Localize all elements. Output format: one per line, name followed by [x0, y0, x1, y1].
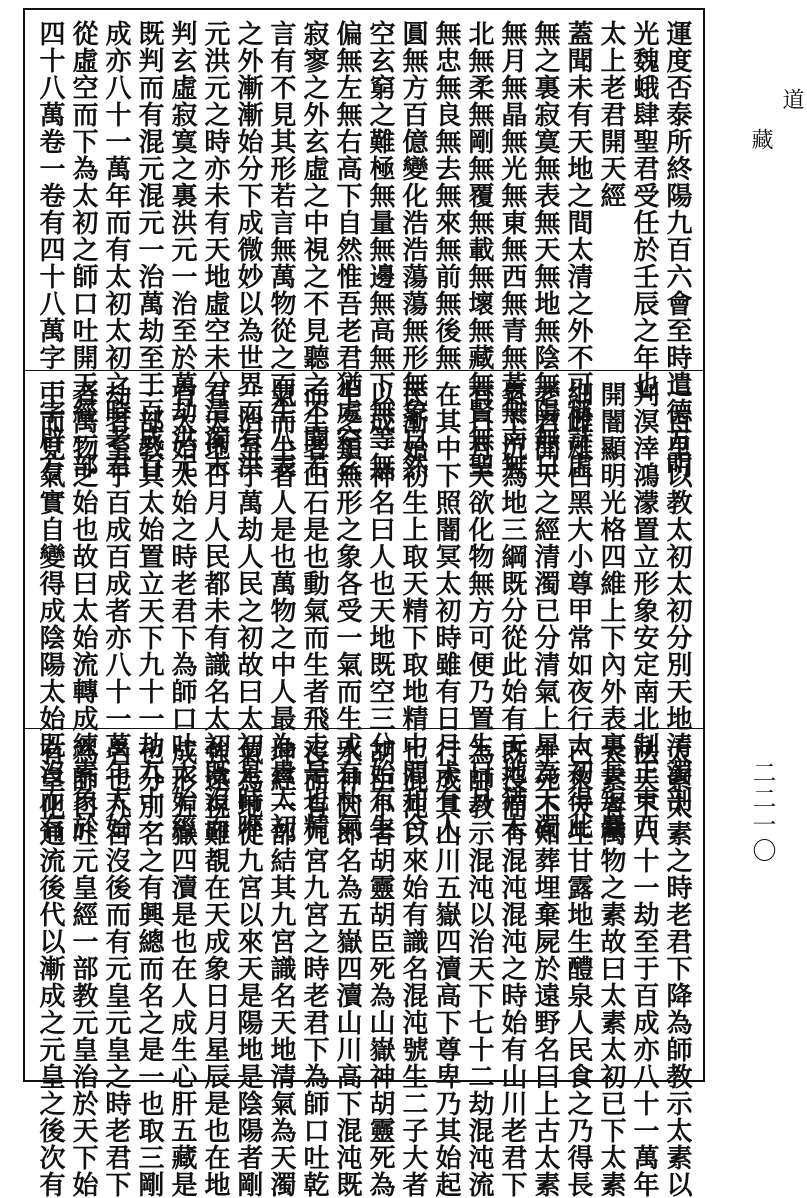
- text-panel-middle: [25, 370, 703, 840]
- text-column: 寂寥之外玄虛之中視之不見聽之不聞若: [299, 20, 329, 479]
- text-column: 水神因即名為五嶽四瀆山川高下混沌既: [332, 739, 362, 1198]
- text-column: 判溟涬鴻濛置立形象安定南北制正東西: [629, 381, 659, 840]
- text-panel-bottom: [25, 728, 703, 1198]
- text-column: 運度否泰所終陽九百六會至時遣德方明: [662, 20, 692, 479]
- text-column: 為師口吐元皇經一部教元皇治於天下始: [68, 739, 98, 1198]
- text-column: 開闇顯明光格四維上下內外表裏長短麤: [596, 381, 626, 840]
- text-column: 氣下沉為地三綱既分從此始有天地猶未: [497, 381, 527, 840]
- text-column: 從虛空而下為太初之師口吐開天經一部: [68, 20, 98, 479]
- text-column: 成形五嶽四瀆是也在人成生心肝五藏是: [167, 739, 197, 1198]
- text-column: 圓無方百億變化浩浩蕩蕩無形無象自然: [398, 20, 428, 479]
- text-column: 一百里以教太初太初分別天地清濁剖: [662, 381, 692, 813]
- text-column: 中而見氣實自變得成陰陽太始既沒而有: [35, 381, 65, 840]
- text-column: 民漸始初生上取天精下取地精中間和合: [398, 381, 428, 840]
- margin-collection-title: [745, 88, 807, 154]
- text-column: 元洪元之時亦未有天地虛空未分清濁未: [200, 20, 230, 479]
- text-column: 也分別名之有興總而名之是一也取三剛: [134, 739, 164, 1198]
- text-column: 北無柔無剛無覆無載無壞無藏無賢無聖: [464, 20, 494, 479]
- text-column: 已來天生甘露地生醴泉人民食之乃得長: [563, 739, 593, 1198]
- text-column: 而生者山石是也動氣而生者飛走是也精: [299, 381, 329, 840]
- text-column: 名也九宮沒後而有元皇元皇之時老君下: [101, 739, 131, 1198]
- text-column: 太上老君開天經: [596, 20, 626, 209]
- text-column: 者萬物之始也故曰太始流轉成練素象於: [68, 381, 98, 840]
- text-column: 成亦八十一萬年而有太初太初之時老君: [101, 20, 131, 479]
- text-column: 坤經一部結其九宮識名天地清氣為天濁: [266, 739, 296, 1198]
- text-column: 判玄虛寂寞之裏洪元一治至於萬劫洪元: [167, 20, 197, 479]
- text-column: 無忠無良無去無來無前無後無: [431, 20, 461, 371]
- column-group: [35, 381, 693, 840]
- text-column: 太素太素之時老君下降為師教示太素以: [662, 739, 692, 1198]
- text-column: 四十八萬卷一卷有四十八萬字一字辟方: [35, 20, 65, 479]
- text-column: 蓋聞未有天地之間太清之外不可稱計虛: [563, 20, 593, 479]
- text-column: 胡臣小者胡靈胡臣死為山嶽神胡靈死為: [365, 739, 395, 1198]
- text-panel-top: [25, 10, 703, 479]
- text-column: 強遠視難覩在天成象日月星辰是也在地: [200, 739, 230, 1198]
- text-column: 一治至于萬劫人民之初故曰太初是時唯: [233, 381, 263, 840]
- text-column: 太素者萬物之素故曰太素太初已下太素: [596, 739, 626, 1198]
- text-column: 無之裏寂寞無表無天無地無陰無陽無日: [530, 20, 560, 479]
- text-column: 沒而有九宮九宮之時老君下為師口吐乾: [299, 739, 329, 1198]
- text-column: 氣為地從九宮以來天是陽地是陰陽者剛: [233, 739, 263, 1198]
- text-column: 有天地日月人民都未有識名太初既沒而: [200, 381, 230, 840]
- page-number: 二二一〇: [748, 760, 776, 864]
- text-column: 氣而生者人是也萬物之中人最為貴太初: [266, 381, 296, 840]
- text-column: 無月無晶無光無東無西無青無黃無南無: [497, 20, 527, 479]
- text-column: 偏無左無右高下自然惟吾老君猶處空玄: [332, 20, 362, 479]
- page-frame: [23, 8, 705, 1198]
- margin-title-char: 道: [779, 88, 804, 114]
- text-column: 在其中下照闇冥太初時雖有日月未有人: [431, 381, 461, 840]
- text-column: 有太始太始之時老君下為師口吐太始經: [167, 381, 197, 840]
- text-column: 有皇化通流後代以漸成之元皇之後次有: [35, 739, 65, 1198]
- text-column: 以成一神名曰人也天地既空三分始有生: [365, 381, 395, 840]
- text-column: 空玄窮之難極無量無邊無高無下無等無: [365, 20, 395, 479]
- text-column: 既判而有混元混元一治萬劫至于百成百: [134, 20, 164, 479]
- text-column: 細雌雄白黑大小尊甲常如夜行太初得此: [563, 381, 593, 840]
- text-column: 為師教示混沌以治天下七十二劫混沌流: [464, 739, 494, 1198]
- text-column: 光魏蛾肆聖君受任於壬辰之年也: [629, 20, 659, 398]
- column-group: [35, 739, 693, 1198]
- text-column: 法天下八十一劫至于百成亦八十一萬年: [629, 739, 659, 1198]
- text-column: 有日月天欲化物無方可便乃置生日月: [464, 381, 494, 813]
- text-column: 既沒而有混沌混沌之時始有山川老君下: [497, 739, 527, 1198]
- column-group: [35, 20, 693, 479]
- text-column: 生死不知葬埋棄屍於遠野名曰上古太素: [530, 739, 560, 1198]
- text-column: 劫者至于百成百成者亦八十一萬年太始: [101, 381, 131, 840]
- text-column: 生之類無形之象各受一氣而生或有朴氣: [332, 381, 362, 840]
- text-column: 也混沌以來始有識名混沌號生二子大者: [398, 739, 428, 1198]
- text-column: 一部教其太始置立天下九十一劫九十一: [134, 381, 164, 840]
- text-column: 言有不見其形若言無萬物從之而生八表: [266, 20, 296, 479]
- margin-title-char: 藏: [748, 128, 773, 154]
- text-column: 之外漸漸始分下成微妙以為世界而有洪: [233, 20, 263, 479]
- text-column: 老君開天之經清濁已分清氣上昇為天濁: [530, 381, 560, 840]
- text-column: 行成其山川五嶽四瀆高下尊卑乃其始起: [431, 739, 461, 1198]
